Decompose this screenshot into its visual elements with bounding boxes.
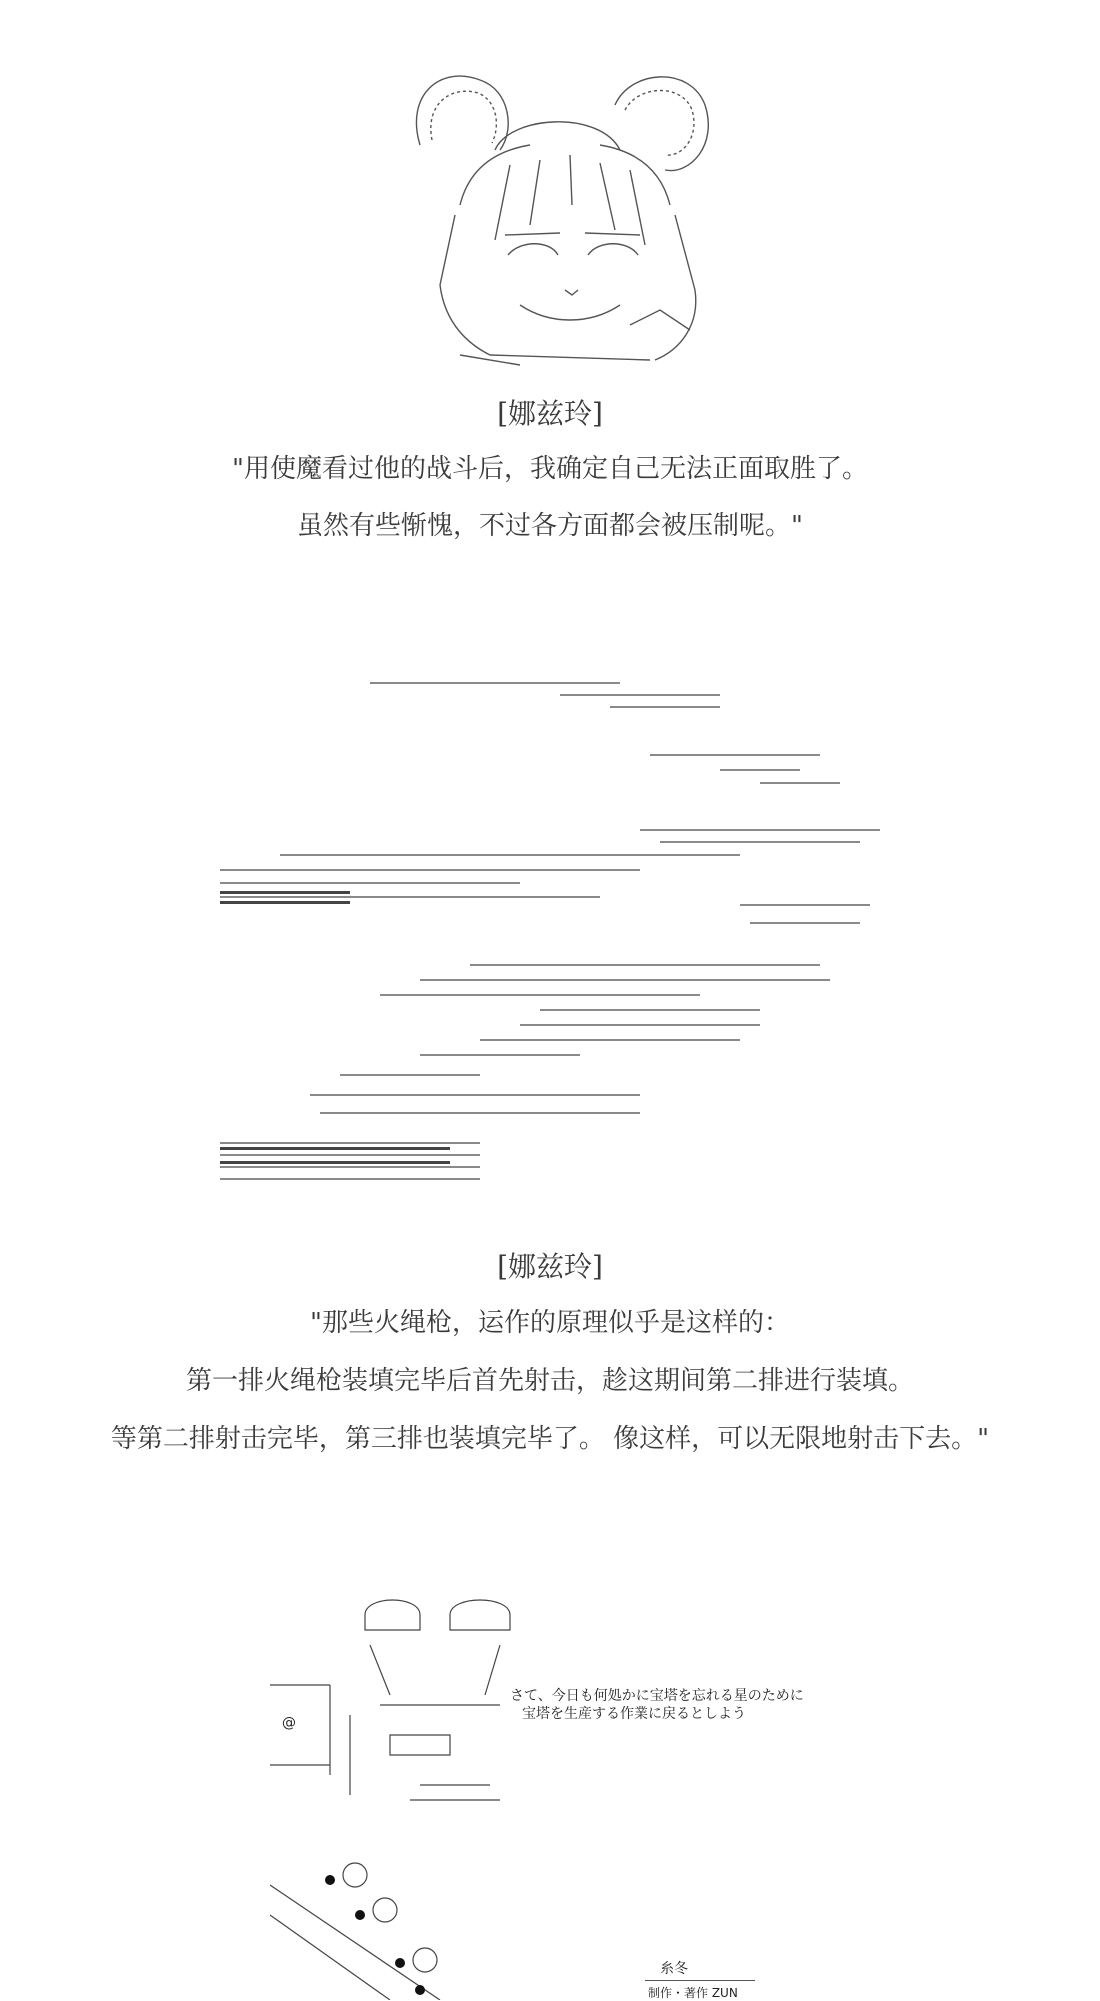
dialogue-line: "那些火绳枪，运作的原理似乎是这样的： bbox=[310, 1308, 790, 1338]
musket-line-art bbox=[220, 665, 880, 1205]
end-divider bbox=[645, 1980, 755, 1981]
speaker-label-2: [娜兹玲] bbox=[497, 1250, 603, 1283]
nazrin-line-art bbox=[400, 55, 740, 375]
at-mark: @ bbox=[282, 1715, 296, 1731]
ascii-art-muskets bbox=[220, 665, 880, 1205]
ascii-art-nazrin bbox=[400, 55, 740, 375]
end-title: 糸冬 bbox=[660, 1961, 688, 1977]
ascii-art-scene bbox=[270, 1585, 540, 2000]
caption-line-2: 宝塔を生産する作業に戻るとしよう bbox=[522, 1706, 746, 1722]
dialogue-line: 第一排火绳枪装填完毕后首先射击，趁这期间第二排进行装填。 bbox=[185, 1366, 914, 1396]
speaker-label-1: [娜兹玲] bbox=[497, 397, 603, 430]
scene-line-art bbox=[270, 1585, 540, 2000]
dialogue-line: "用使魔看过他的战斗后，我确定自己无法正面取胜了。 bbox=[232, 454, 868, 484]
caption-line-1: さて、今日も何処かに宝塔を忘れる星のために bbox=[510, 1688, 804, 1704]
dialogue-line: 虽然有些惭愧，不过各方面都会被压制呢。" bbox=[297, 511, 803, 541]
end-credit: 制作・著作 ZUN bbox=[648, 1986, 738, 2000]
dialogue-line: 等第二排射击完毕，第三排也装填完毕了。 像这样，可以无限地射击下去。" bbox=[110, 1424, 990, 1454]
